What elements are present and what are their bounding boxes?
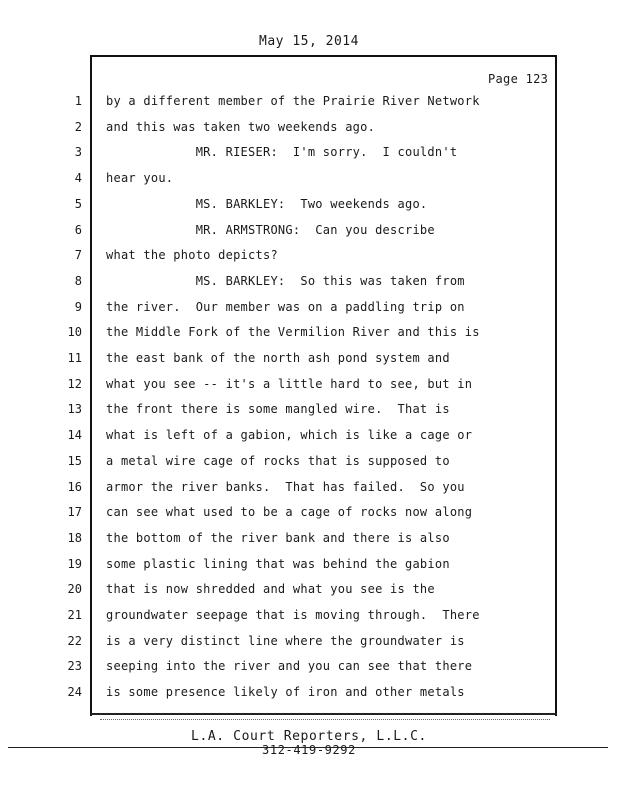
line-text: a metal wire cage of rocks that is supposed to	[106, 453, 450, 468]
line-number: 18	[67, 530, 82, 545]
line-text: groundwater seepage that is moving through. There	[106, 608, 480, 622]
line-number: 8	[74, 273, 82, 288]
frame-bottom-rule	[90, 713, 557, 715]
line-text: what is left of a gabion, which is like a cage or	[106, 428, 473, 443]
line-text: by a different member of the Prairie River Network	[106, 94, 480, 108]
line-number: 15	[67, 453, 82, 468]
court-reporter-phone: 312-419-9292	[262, 743, 356, 757]
line-text: hear you.	[106, 171, 174, 186]
line-number: 20	[67, 582, 82, 597]
line-number: 11	[67, 351, 82, 365]
line-text: MS. BARKLEY: Two weekends ago.	[106, 196, 428, 211]
transcript-date: May 15, 2014	[259, 34, 359, 49]
line-text: what the photo depicts?	[106, 248, 278, 263]
line-number: 6	[74, 222, 82, 237]
line-number: 2	[74, 119, 82, 134]
line-text: is some presence likely of iron and other metals	[106, 685, 465, 700]
line-number: 4	[74, 171, 82, 186]
line-number: 1	[74, 94, 82, 108]
line-number: 22	[67, 633, 82, 648]
footer-rule	[8, 747, 608, 748]
line-number: 17	[67, 505, 82, 520]
line-number: 14	[67, 428, 82, 443]
line-number: 23	[67, 659, 82, 674]
line-text: and this was taken two weekends ago.	[106, 119, 376, 134]
line-text: seeping into the river and you can see that there	[106, 659, 473, 674]
frame-bottom-dotted-rule	[100, 719, 550, 720]
line-text: armor the river banks. That has failed. So you	[106, 479, 465, 494]
line-text: is a very distinct line where the groundwater is	[106, 633, 465, 648]
line-number: 19	[67, 556, 82, 571]
line-text: that is now shredded and what you see is the	[106, 582, 435, 597]
line-number: 16	[67, 479, 82, 494]
line-number: 9	[74, 299, 82, 314]
line-number: 13	[67, 402, 82, 417]
line-text: the river. Our member was on a paddling trip on	[106, 299, 465, 314]
line-text: some plastic lining that was behind the gabion	[106, 556, 450, 571]
line-text: what you see -- it's a little hard to see, but in	[106, 376, 473, 391]
line-number: 21	[67, 608, 82, 622]
line-text: MS. BARKLEY: So this was taken from	[106, 273, 465, 288]
page-number: Page 123	[488, 72, 549, 86]
line-text: the east bank of the north ash pond system and	[106, 351, 450, 365]
line-text: MR. ARMSTRONG: Can you describe	[106, 222, 435, 237]
line-number: 24	[67, 685, 82, 700]
line-number: 5	[74, 196, 82, 211]
line-text: the front there is some mangled wire. That is	[106, 402, 450, 417]
line-text: the Middle Fork of the Vermilion River and this is	[106, 325, 480, 340]
court-reporter-name: L.A. Court Reporters, L.L.C.	[191, 729, 427, 744]
line-text: MR. RIESER: I'm sorry. I couldn't	[106, 145, 458, 160]
line-text: can see what used to be a cage of rocks now along	[106, 505, 473, 520]
line-number: 3	[74, 145, 82, 160]
line-number: 7	[74, 248, 82, 263]
line-text: the bottom of the river bank and there is also	[106, 530, 450, 545]
line-number: 10	[67, 325, 82, 340]
line-number: 12	[67, 376, 82, 391]
